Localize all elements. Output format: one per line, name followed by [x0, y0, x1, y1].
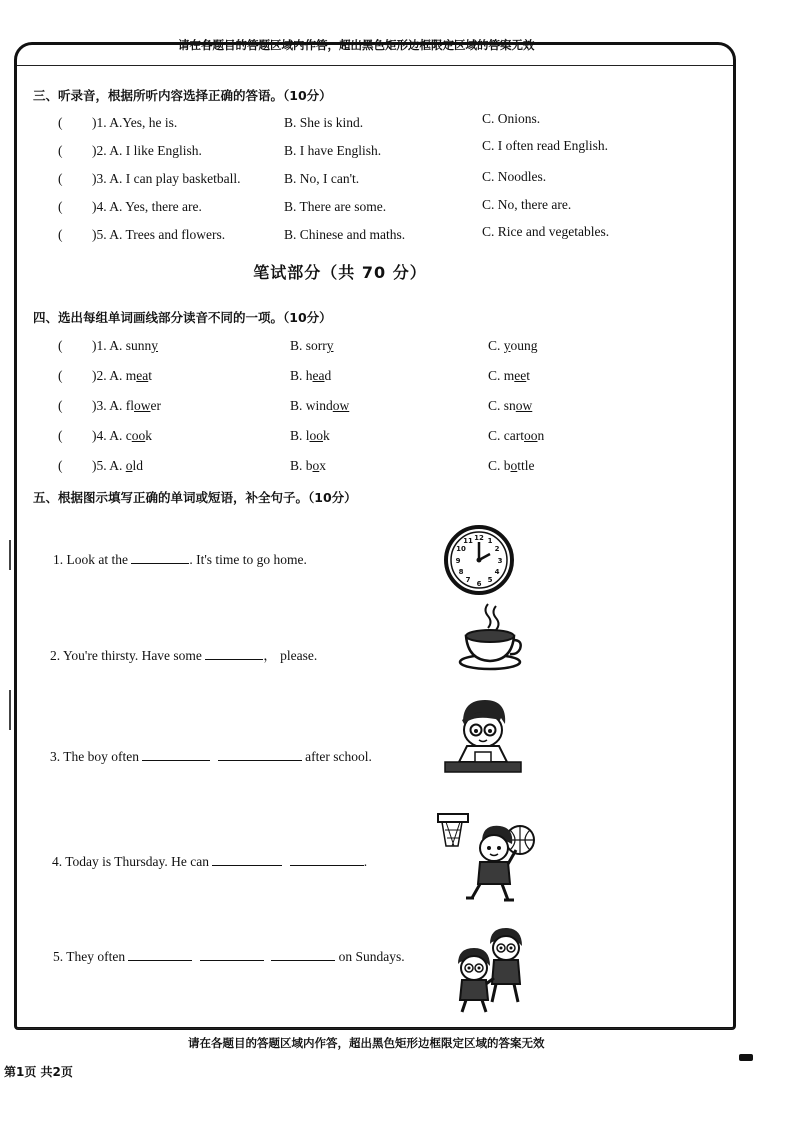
page-indicator: 第1页 共2页 [4, 1065, 73, 1079]
answer-blank[interactable] [290, 853, 364, 866]
underlined-letters: ow [332, 398, 350, 413]
underlined-letters: ow [134, 398, 151, 413]
option-b: B. I have English. [284, 143, 382, 158]
section3-question-4 [0, 199, 736, 221]
footer-notice: 请在各题目的答题区域内作答，超出黑色矩形边框限定区域的答案无效 [188, 1036, 545, 1050]
option-a: )1. A. sunny [92, 338, 159, 353]
scan-edge-mark [9, 540, 11, 570]
option-c: C. Rice and vegetables. [482, 224, 610, 239]
underlined-letters: o [125, 458, 133, 473]
answer-paren[interactable]: ( [58, 428, 63, 443]
section4-question-5 [0, 458, 736, 480]
option-a: )1. A.Yes, he is. [92, 115, 178, 130]
option-a: )4. A. Yes, there are. [92, 199, 202, 214]
underlined-letters: ee [514, 368, 527, 383]
answer-blank[interactable] [212, 853, 282, 866]
fill-sentence-2: 2. You're thirsty. Have some ， please. [50, 648, 318, 663]
option-b: B. Chinese and maths. [284, 227, 406, 242]
scan-mark [739, 1054, 753, 1061]
section4-title: 四、选出每组单词画线部分读音不同的一项。（10分） [33, 310, 332, 325]
underlined-letters: ow [515, 398, 533, 413]
svg-text:2: 2 [494, 545, 500, 553]
option-c: C. I often read English. [482, 138, 608, 153]
fill-sentence-3: 3. The boy often after school. [50, 749, 372, 764]
option-c: C. young [488, 338, 538, 353]
svg-text:6: 6 [476, 580, 482, 588]
section4-question-4 [0, 428, 736, 450]
option-c: C. snow [488, 398, 533, 413]
section3-title: 三、听录音，根据所听内容选择正确的答语。（10分） [33, 88, 332, 103]
answer-blank[interactable] [271, 948, 335, 961]
underlined-letters: ea [312, 368, 325, 383]
underlined-letters: y [326, 338, 334, 353]
section5-title: 五、根据图示填写正确的单词或短语，补全句子。（10分） [33, 490, 357, 505]
fill-sentence-1: 1. Look at the . It's time to go home. [53, 552, 307, 567]
section3-question-3 [0, 171, 736, 193]
answer-paren[interactable]: ( [58, 398, 63, 413]
boy-reading-icon [443, 696, 523, 776]
tea-cup-icon [458, 602, 524, 672]
answer-blank[interactable] [218, 748, 302, 761]
option-a: )3. A. I can play basketball. [92, 171, 241, 186]
option-c: C. Noodles. [482, 169, 547, 184]
svg-text:3: 3 [497, 557, 503, 565]
section4-question-2 [0, 368, 736, 390]
scan-edge-mark [9, 690, 11, 730]
answer-blank[interactable] [142, 748, 210, 761]
option-a: )2. A. meat [92, 368, 153, 383]
option-b: B. box [290, 458, 327, 473]
option-c: C. bottle [488, 458, 535, 473]
option-c: C. No, there are. [482, 197, 572, 212]
answer-paren[interactable]: ( [58, 368, 63, 383]
answer-paren[interactable]: ( [58, 143, 63, 158]
svg-text:12: 12 [474, 534, 484, 542]
option-a: )5. A. old [92, 458, 144, 473]
section3-question-1 [0, 111, 736, 137]
option-b: B. No, I can't. [284, 171, 360, 186]
svg-text:4: 4 [494, 568, 500, 576]
svg-text:1: 1 [487, 537, 493, 545]
answer-paren[interactable]: ( [58, 458, 63, 473]
svg-text:7: 7 [465, 576, 471, 584]
svg-text:9: 9 [455, 557, 461, 565]
header-divider [17, 65, 733, 66]
option-b: B. There are some. [284, 199, 387, 214]
header-notice: 请在各题目的答题区域内作答，超出黑色矩形边框限定区域的答案无效 [178, 38, 535, 52]
underlined-letters: y [151, 338, 159, 353]
svg-text:8: 8 [458, 568, 464, 576]
option-a: )4. A. cook [92, 428, 152, 443]
answer-paren[interactable]: ( [58, 199, 63, 214]
answer-blank[interactable] [131, 551, 189, 564]
svg-text:5: 5 [487, 576, 493, 584]
answer-blank[interactable] [128, 948, 192, 961]
fill-sentence-4: 4. Today is Thursday. He can . [52, 854, 368, 869]
answer-blank[interactable] [200, 948, 264, 961]
option-a: )5. A. Trees and flowers. [92, 227, 226, 242]
answer-paren[interactable]: ( [58, 115, 63, 130]
answer-blank[interactable] [205, 647, 263, 660]
option-a: )2. A. I like English. [92, 143, 202, 158]
answer-paren[interactable]: ( [58, 338, 63, 353]
underlined-letters: y [503, 338, 511, 353]
section4-question-1 [0, 338, 736, 360]
underlined-letters: o [312, 458, 320, 473]
answer-paren[interactable]: ( [58, 171, 63, 186]
section3-question-5 [0, 224, 736, 249]
answer-paren[interactable]: ( [58, 227, 63, 242]
option-b: B. window [290, 398, 350, 413]
svg-text:10: 10 [456, 545, 466, 553]
underlined-letters: oo [309, 428, 324, 443]
section4-question-3 [0, 398, 736, 420]
option-b: B. head [290, 368, 332, 383]
option-c: C. cartoon [488, 428, 545, 443]
underlined-letters: oo [131, 428, 146, 443]
section3-question-2 [0, 138, 736, 165]
boy-basketball-icon [436, 810, 538, 906]
underlined-letters: ea [136, 368, 149, 383]
children-playing-icon [450, 926, 532, 1016]
option-b: B. She is kind. [284, 115, 364, 130]
svg-text:11: 11 [463, 537, 473, 545]
underlined-letters: oo [524, 428, 538, 443]
footer-divider [17, 1028, 733, 1029]
written-part-title: 笔试部分（共 70 分） [253, 263, 427, 282]
option-b: B. sorry [290, 338, 334, 353]
clock-icon [443, 524, 515, 596]
option-c: C. Onions. [482, 111, 541, 126]
option-a: )3. A. flower [92, 398, 161, 413]
option-c: C. meet [488, 368, 531, 383]
option-b: B. look [290, 428, 330, 443]
underlined-letters: o [510, 458, 518, 473]
fill-sentence-5: 5. They often on Sundays. [53, 949, 405, 964]
